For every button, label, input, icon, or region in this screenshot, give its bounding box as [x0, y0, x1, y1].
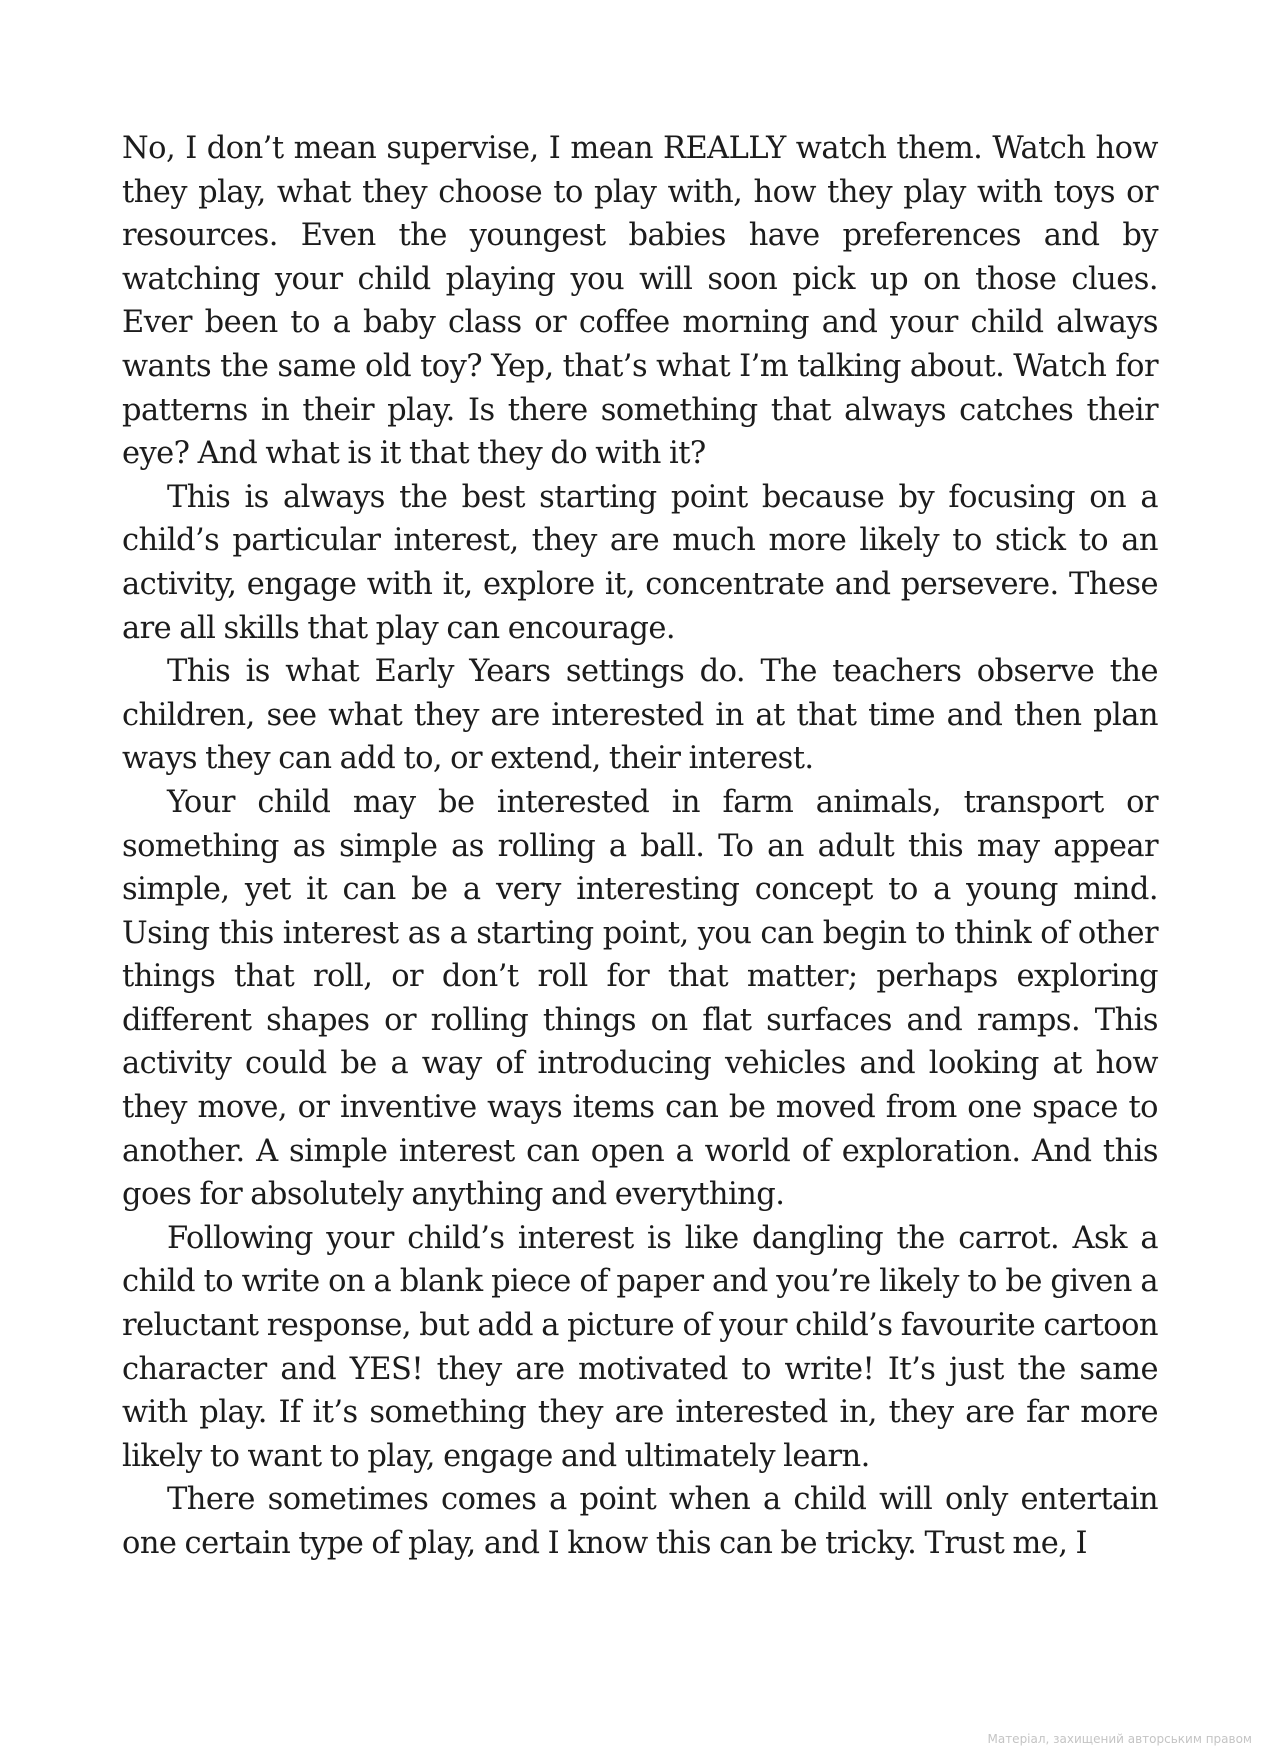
page-body [122, 127, 1158, 1566]
paragraph-6: There sometimes comes a point when a child will only entertain one certain type of play, and I know this can be tricky. Trust me, I [122, 1482, 1158, 1561]
paragraph-5: Following your child’s interest is like dangling the carrot. Ask a child to write on a blank piece of paper and you’re likely to be given a reluctant response, but add a picture of your child’s favourite cartoon character and YES! they are motivated to write! It’s just the same with play. If it’s something they are interested in, they are far more likely to want to play, engage and ultimately learn. [122, 1220, 1158, 1474]
paragraph-2: This is always the best starting point because by focusing on a child’s particular interest, they are much more likely to stick to an activity, engage with it, explore it, concentrate and persevere. These are all skills that play can encourage. [122, 479, 1158, 646]
paragraph-4: Your child may be interested in farm animals, transport or something as simple as rolling a ball. To an adult this may appear simple, yet it can be a very interesting concept to a young mind. Using this interest as a starting point, you can begin to think of other things that roll, or don’t roll for that matter; perhaps exploring different shapes or rolling things on flat surfaces and ramps. This activity could be a way of introducing vehicles and looking at how they move, or inventive ways items can be moved from one space to another. A simple interest can open a world of exploration. And this goes for absolutely anything and everything. [122, 784, 1158, 1213]
copyright-watermark: Матеріал, захищений авторським правом [987, 1732, 1252, 1746]
paragraph-3: This is what Early Years settings do. The teachers observe the children, see what they are interested in at that time and then plan ways they can add to, or extend, their interest. [122, 654, 1158, 777]
paragraph-1: No, I don’t mean supervise, I mean REALLY watch them. Watch how they play, what they choose to play with, how they play with toys or resources. Even the youngest babies have preferences and by watching your child playing you will soon pick up on those clues. Ever been to a baby class or coffee morning and your child always wants the same old toy? Yep, that’s what I’m talking about. Watch for patterns in their play. Is there something that always catches their eye? And what is it that they do with it? [122, 131, 1158, 472]
